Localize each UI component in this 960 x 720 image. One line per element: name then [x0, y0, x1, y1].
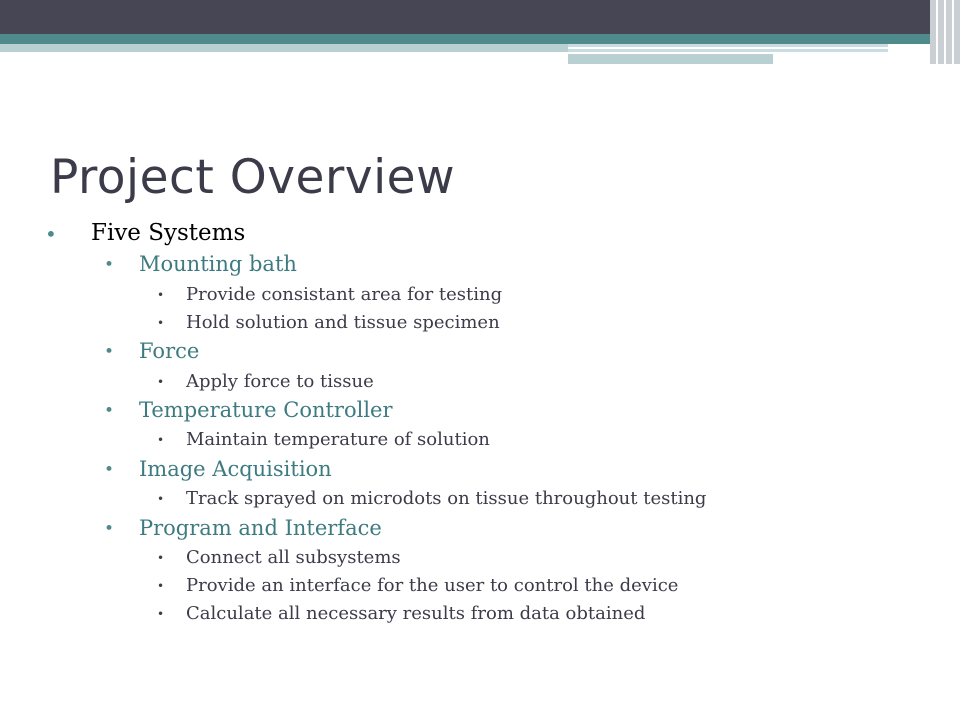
bullet-dot-icon: • — [157, 433, 165, 447]
bullet-dot-icon: • — [157, 551, 165, 565]
bullet-dot-icon: • — [104, 255, 115, 275]
header-white-line — [568, 47, 888, 49]
bullet-dot-icon: • — [104, 519, 115, 539]
header-band — [0, 0, 960, 34]
header-right-tab — [930, 0, 960, 64]
bullet-temperature-1: Maintain temperature of solution — [186, 429, 490, 450]
page-title: Project Overview — [50, 150, 456, 205]
bullet-program-interface: Program and Interface — [139, 516, 382, 540]
bullet-dot-icon: • — [157, 288, 165, 302]
bullet-force: Force — [139, 339, 200, 363]
bullet-program-1: Connect all subsystems — [186, 547, 401, 568]
header-teal-stripe — [0, 34, 960, 44]
bullet-image-1: Track sprayed on microdots on tissue throughout testing — [186, 488, 707, 509]
bullet-mounting-bath: Mounting bath — [139, 252, 297, 276]
bullet-dot-icon: • — [157, 375, 165, 389]
header-light-stripe-lower — [568, 54, 773, 64]
bullet-temperature: Temperature Controller — [139, 398, 393, 422]
header-light-stripe — [0, 44, 570, 52]
bullet-dot-icon: • — [157, 316, 165, 330]
bullet-dot-icon: • — [104, 401, 115, 421]
bullet-mounting-2: Hold solution and tissue specimen — [186, 312, 500, 333]
bullet-five-systems: Five Systems — [91, 220, 246, 246]
bullet-force-1: Apply force to tissue — [186, 371, 374, 392]
bullet-dot-icon: • — [157, 579, 165, 593]
bullet-image-acquisition: Image Acquisition — [139, 457, 332, 481]
bullet-dot-icon: • — [104, 460, 115, 480]
bullet-mounting-1: Provide consistant area for testing — [186, 284, 503, 305]
bullet-dot-icon: • — [45, 222, 57, 246]
bullet-program-3: Calculate all necessary results from data obtained — [186, 603, 646, 624]
bullet-dot-icon: • — [157, 607, 165, 621]
bullet-program-2: Provide an interface for the user to control the device — [186, 575, 679, 596]
bullet-dot-icon: • — [104, 342, 115, 362]
bullet-dot-icon: • — [157, 492, 165, 506]
